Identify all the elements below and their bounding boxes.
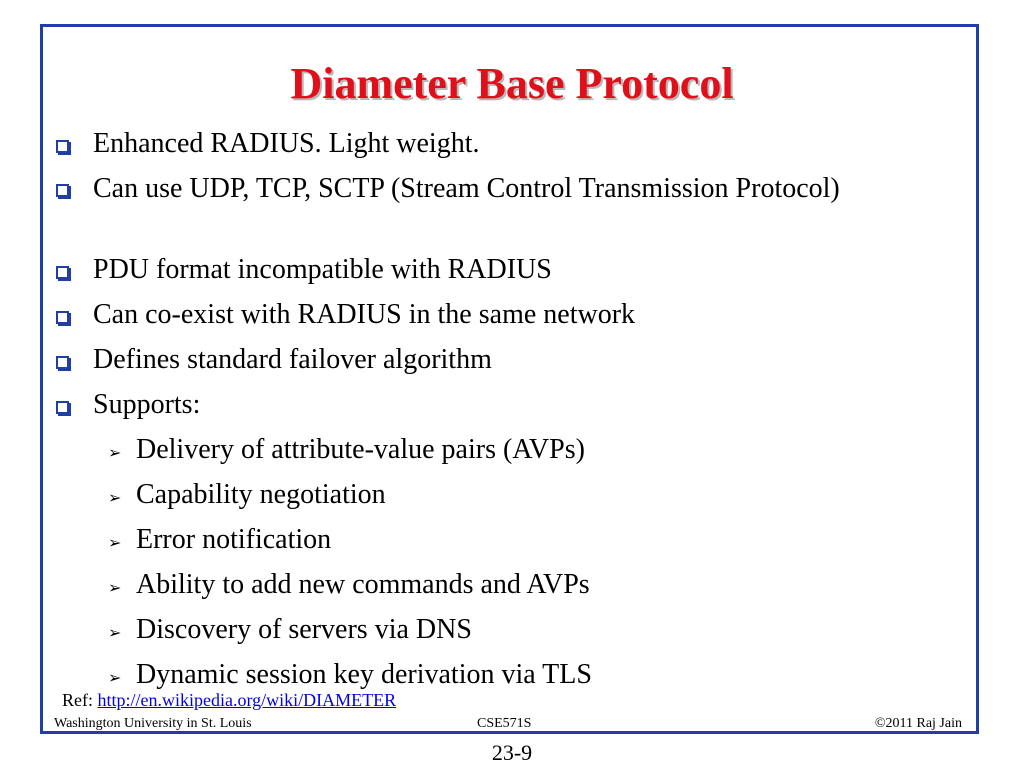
square-bullet-icon [56, 356, 69, 369]
sub-bullet-item: Error notification [136, 524, 332, 555]
bullet-item: Supports: [93, 389, 201, 420]
arrow-bullet-icon: ➢ [108, 443, 122, 462]
reference [62, 689, 396, 711]
sub-bullet-item: Capability negotiation [136, 479, 386, 510]
arrow-bullet-icon: ➢ [108, 578, 122, 597]
footer-copyright: ©2011 Raj Jain [874, 716, 962, 731]
square-bullet-icon [56, 401, 69, 414]
reference-link[interactable]: http://en.wikipedia.org/wiki/DIAMETER [97, 690, 397, 710]
square-bullet-icon [56, 140, 69, 153]
sub-bullet-item: Ability to add new commands and AVPs [136, 569, 590, 600]
reference-label: Ref: [62, 690, 98, 710]
page-number: 23-9 [491, 740, 533, 765]
bullet-item: Can co-exist with RADIUS in the same network [93, 299, 636, 330]
sub-bullet-item: Discovery of servers via DNS [136, 614, 472, 645]
bullet-item: PDU format incompatible with RADIUS [93, 254, 552, 285]
footer-course: CSE571S [477, 716, 532, 731]
arrow-bullet-icon: ➢ [108, 533, 122, 552]
bullet-item: Enhanced RADIUS. Light weight. [93, 128, 480, 159]
slide-title: Diameter Base Protocol [290, 59, 734, 108]
sub-bullet-item: Delivery of attribute-value pairs (AVPs) [136, 434, 585, 465]
arrow-bullet-icon: ➢ [108, 488, 122, 507]
sub-bullet-item: Dynamic session key derivation via TLS [136, 659, 592, 690]
square-bullet-icon [56, 184, 69, 197]
bullet-item: Can use UDP, TCP, SCTP (Stream Control Transmission Protocol) [93, 173, 840, 204]
footer-institution: Washington University in St. Louis [54, 716, 252, 731]
square-bullet-icon [56, 266, 69, 279]
arrow-bullet-icon: ➢ [108, 623, 122, 642]
arrow-bullet-icon: ➢ [108, 668, 122, 687]
square-bullet-icon [56, 311, 69, 324]
bullet-item: Defines standard failover algorithm [93, 344, 492, 375]
